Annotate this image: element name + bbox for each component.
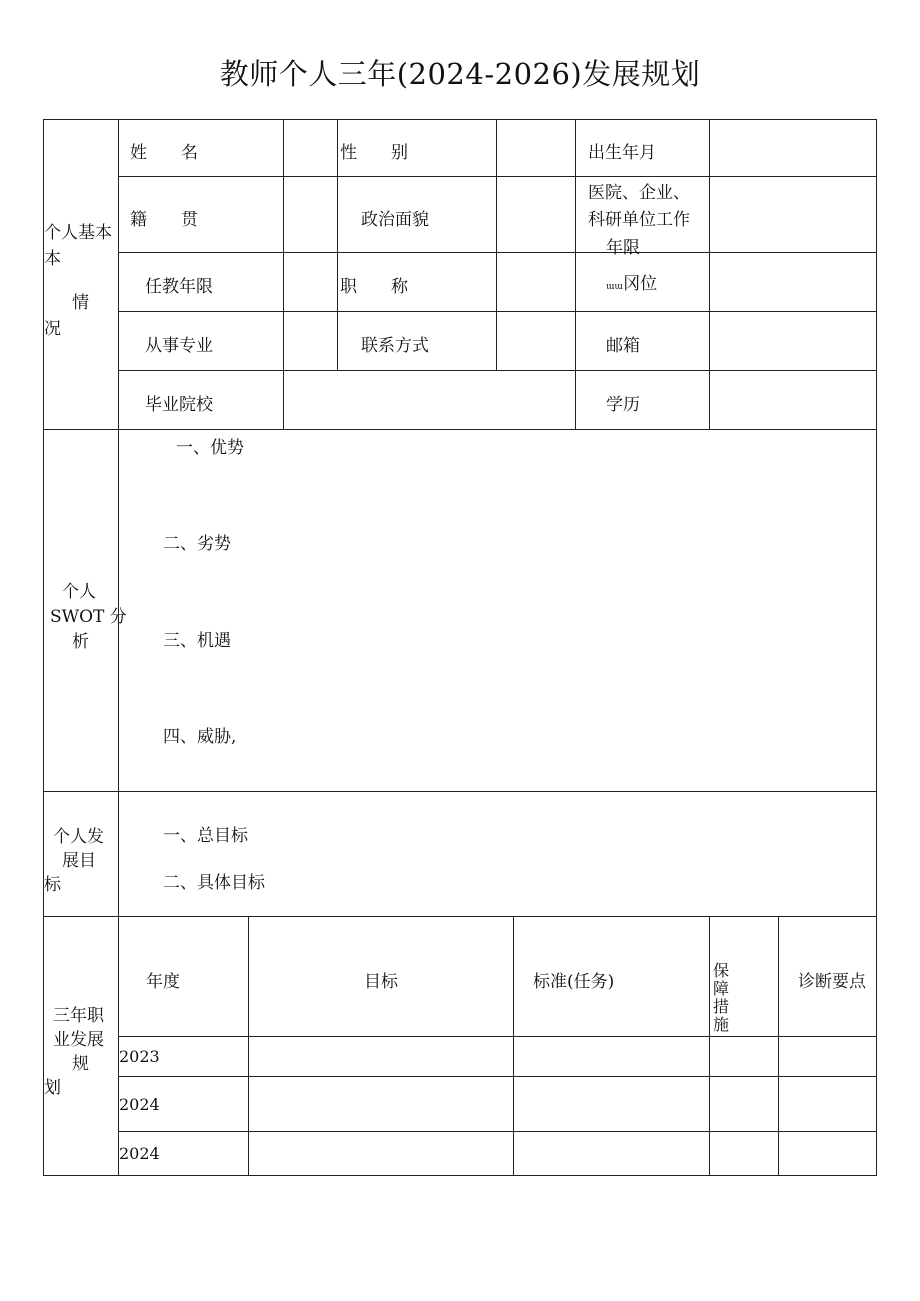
plan-row-year: 2024: [119, 1095, 160, 1114]
plan-label-1: 三年职: [53, 1006, 104, 1026]
col-header-year: 年度: [146, 972, 180, 992]
post-prefix: ɯɯ: [606, 282, 624, 292]
swot-label-1: 个人: [62, 582, 96, 602]
plan-label-3: 规: [72, 1054, 89, 1074]
post-text: 冈位: [623, 274, 658, 294]
plan-row-year: 2024: [119, 1144, 160, 1163]
label-professional-title: 职 称: [340, 277, 408, 297]
label-native-place: 籍 贯: [130, 210, 198, 230]
label-birth: 出生年月: [588, 143, 656, 163]
label-name: 姓 名: [130, 143, 198, 163]
swot-threats: 四、威胁,: [163, 727, 237, 747]
plan-row-year: 2023: [119, 1047, 160, 1066]
label-gender: 性 别: [340, 143, 408, 163]
swot-opportunities: 三、机遇: [163, 631, 231, 651]
label-major: 从事专业: [145, 336, 213, 356]
plan-label-4: 划: [44, 1078, 61, 1098]
col-header-goal: 目标: [364, 972, 398, 992]
basic-section-label-cont: 本: [44, 249, 61, 269]
label-work-years-2: 科研单位工作: [588, 210, 690, 230]
label-contact: 联系方式: [361, 336, 429, 356]
basic-section-label-2: 情: [72, 293, 89, 313]
label-degree: 学历: [606, 395, 640, 415]
col-header-measure: 保障措施: [713, 961, 730, 1034]
goal-label-3: 标: [44, 875, 61, 895]
swot-label-3: 析: [72, 632, 89, 652]
label-work-years-1: 医院、企业、: [588, 183, 690, 203]
basic-section-label-3: 况: [44, 319, 61, 339]
label-teaching-years: 任教年限: [145, 277, 213, 297]
label-post: [606, 269, 657, 294]
goal-label-2: 展目: [62, 851, 96, 871]
label-school: 毕业院校: [145, 395, 213, 415]
swot-label-2: SWOT 分: [50, 607, 127, 627]
plan-label-2: 业发展: [53, 1030, 104, 1050]
swot-weaknesses: 二、劣势: [163, 534, 231, 554]
label-email: 邮箱: [606, 336, 640, 356]
swot-strengths: 一、优势: [176, 438, 244, 458]
goal-label-1: 个人发: [53, 827, 104, 847]
goal-specific: 二、具体目标: [163, 873, 265, 893]
label-political-status: 政治面貌: [361, 210, 429, 230]
col-header-standard: 标准(任务): [533, 972, 615, 992]
document-title: 教师个人三年(2024-2026)发展规划: [219, 57, 701, 91]
label-work-years-3: 年限: [606, 238, 640, 258]
col-header-diagnosis: 诊断要点: [798, 972, 866, 992]
basic-section-label: 个人基本: [44, 223, 112, 243]
goal-total: 一、总目标: [163, 826, 248, 846]
